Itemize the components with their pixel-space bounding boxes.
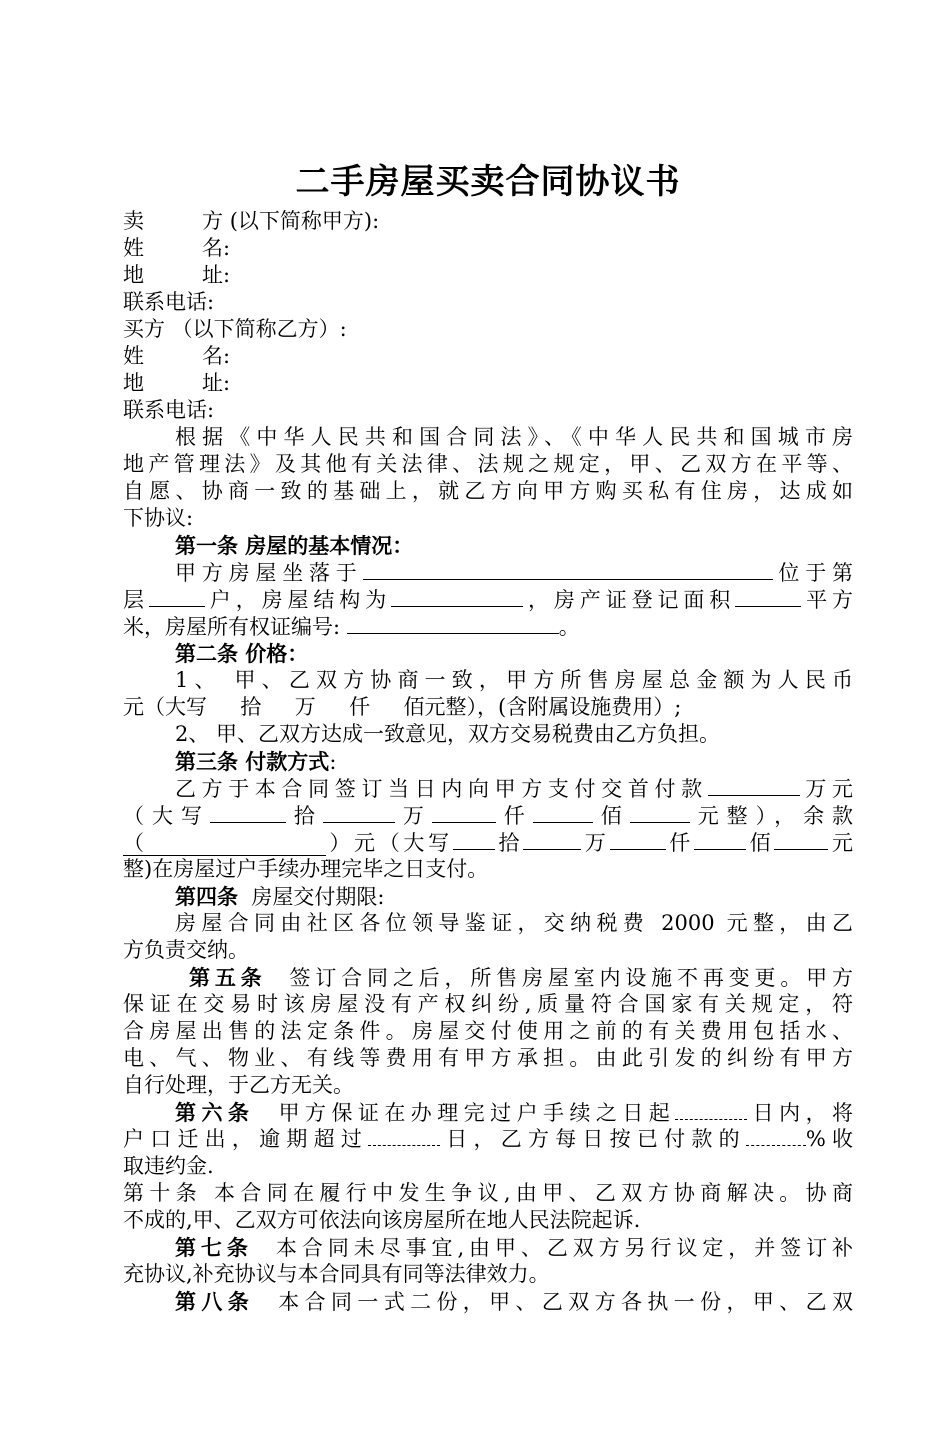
article-1-line: 米，房屋所有权证编号: 。 (123, 615, 580, 639)
article-6-line: 取违约金. (123, 1154, 214, 1178)
buyer-phone-label: 联系电话: (123, 398, 215, 422)
intro-line: 下协议: (123, 506, 194, 530)
article-7-line: 第七条 本合同未尽事宜,由甲、乙双方另行议定，并签订补 (175, 1235, 853, 1260)
article-5-line: 自行处理，于乙方无关。 (123, 1073, 354, 1097)
seller-address-label: 地 址: (123, 263, 231, 287)
intro-line: 地产管理法》及其他有关法律、法规之规定，甲、乙双方在平等、 (123, 452, 853, 476)
article-4-heading: 第四条 房屋交付期限: (175, 884, 385, 909)
buyer-name-label: 姓 名: (123, 344, 231, 368)
article-2-line: 元（大写 拾 万 仟 佰元整），(含附属设施费用）; (123, 695, 682, 719)
contract-document (123, 158, 853, 1315)
article-6-line: 户口迁出，逾期超过 日，乙方每日按已付款的 %收 (123, 1127, 853, 1151)
seller-name-label: 姓 名: (123, 236, 231, 260)
article-2-line: 2、 甲、乙双方达成一致意见，双方交易税费由乙方负担。 (175, 722, 721, 746)
article-10-line: 不成的,甲、乙双方可依法向该房屋所在地人民法院起诉. (123, 1208, 641, 1232)
article-3-line: （ ）元（大写 拾 万 仟 佰 元 (123, 831, 853, 855)
buyer-header: 买方 （以下简称乙方）: (123, 317, 347, 341)
article-4-line: 房屋合同由社区各位领导鉴证，交纳税费 2000 元整，由乙 (175, 911, 853, 935)
article-5-line: 合房屋出售的法定条件。房屋交付使用之前的有关费用包括水、 (123, 1019, 853, 1043)
article-1-line: 甲方房屋坐落于 位于第 (175, 561, 853, 585)
article-1-line: 层 户，房屋结构为 ，房产证登记面积 平方 (123, 588, 853, 612)
article-2-line: 1、 甲、乙双方协商一致，甲方所售房屋总金额为人民币 (175, 668, 853, 692)
buyer-address-label: 地 址: (123, 371, 231, 395)
document-title: 二手房屋买卖合同协议书 (295, 162, 681, 202)
down-payment-blank (708, 775, 800, 796)
article-3-heading: 第三条 付款方式: (175, 749, 337, 774)
article-5-line: 保证在交易时该房屋没有产权纠纷,质量符合国家有关规定，符 (123, 992, 853, 1016)
intro-line: 自愿、协商一致的基础上，就乙方向甲方购买私有住房，达成如 (123, 479, 853, 503)
location-blank (363, 559, 773, 580)
article-8-line: 第八条 本合同一式二份，甲、乙双方各执一份，甲、乙双 (175, 1289, 853, 1314)
certificate-number-blank (347, 613, 559, 634)
seller-phone-label: 联系电话: (123, 290, 215, 314)
structure-blank (391, 586, 523, 607)
intro-line: 根据《中华人民共和国合同法》、《中华人民共和国城市房 (175, 425, 853, 449)
article-5-line: 第五条 签订合同之后，所售房屋室内设施不再变更。甲方 (189, 965, 853, 990)
area-blank (735, 586, 801, 607)
seller-header: 卖 方 (以下简称甲方): (123, 209, 380, 233)
article-6-line: 第六条 甲方保证在办理完过户手续之日起 日内，将 (175, 1100, 853, 1125)
article-5-line: 电、气、物业、有线等费用有甲方承担。由此引发的纠纷有甲方 (123, 1046, 853, 1070)
article-10-line: 第十条 本合同在履行中发生争议,由甲、乙双方协商解决。协商 (123, 1181, 853, 1205)
article-1-heading: 第一条 房屋的基本情况： (175, 533, 414, 558)
article-7-line: 充协议,补充协议与本合同具有同等法律效力。 (123, 1262, 550, 1286)
article-3-line: 乙方于本合同签订当日内向甲方支付交首付款 万元 (175, 777, 853, 801)
article-4-line: 方负责交纳。 (123, 938, 249, 962)
article-3-line: 整)在房屋过户手续办理完毕之日支付。 (123, 857, 489, 881)
article-2-heading: 第二条 价格： (175, 641, 309, 666)
article-3-line: （大写 拾 万 仟 佰 元整），余款 (123, 804, 853, 828)
floor-blank (149, 586, 205, 607)
days-blank (675, 1101, 747, 1120)
